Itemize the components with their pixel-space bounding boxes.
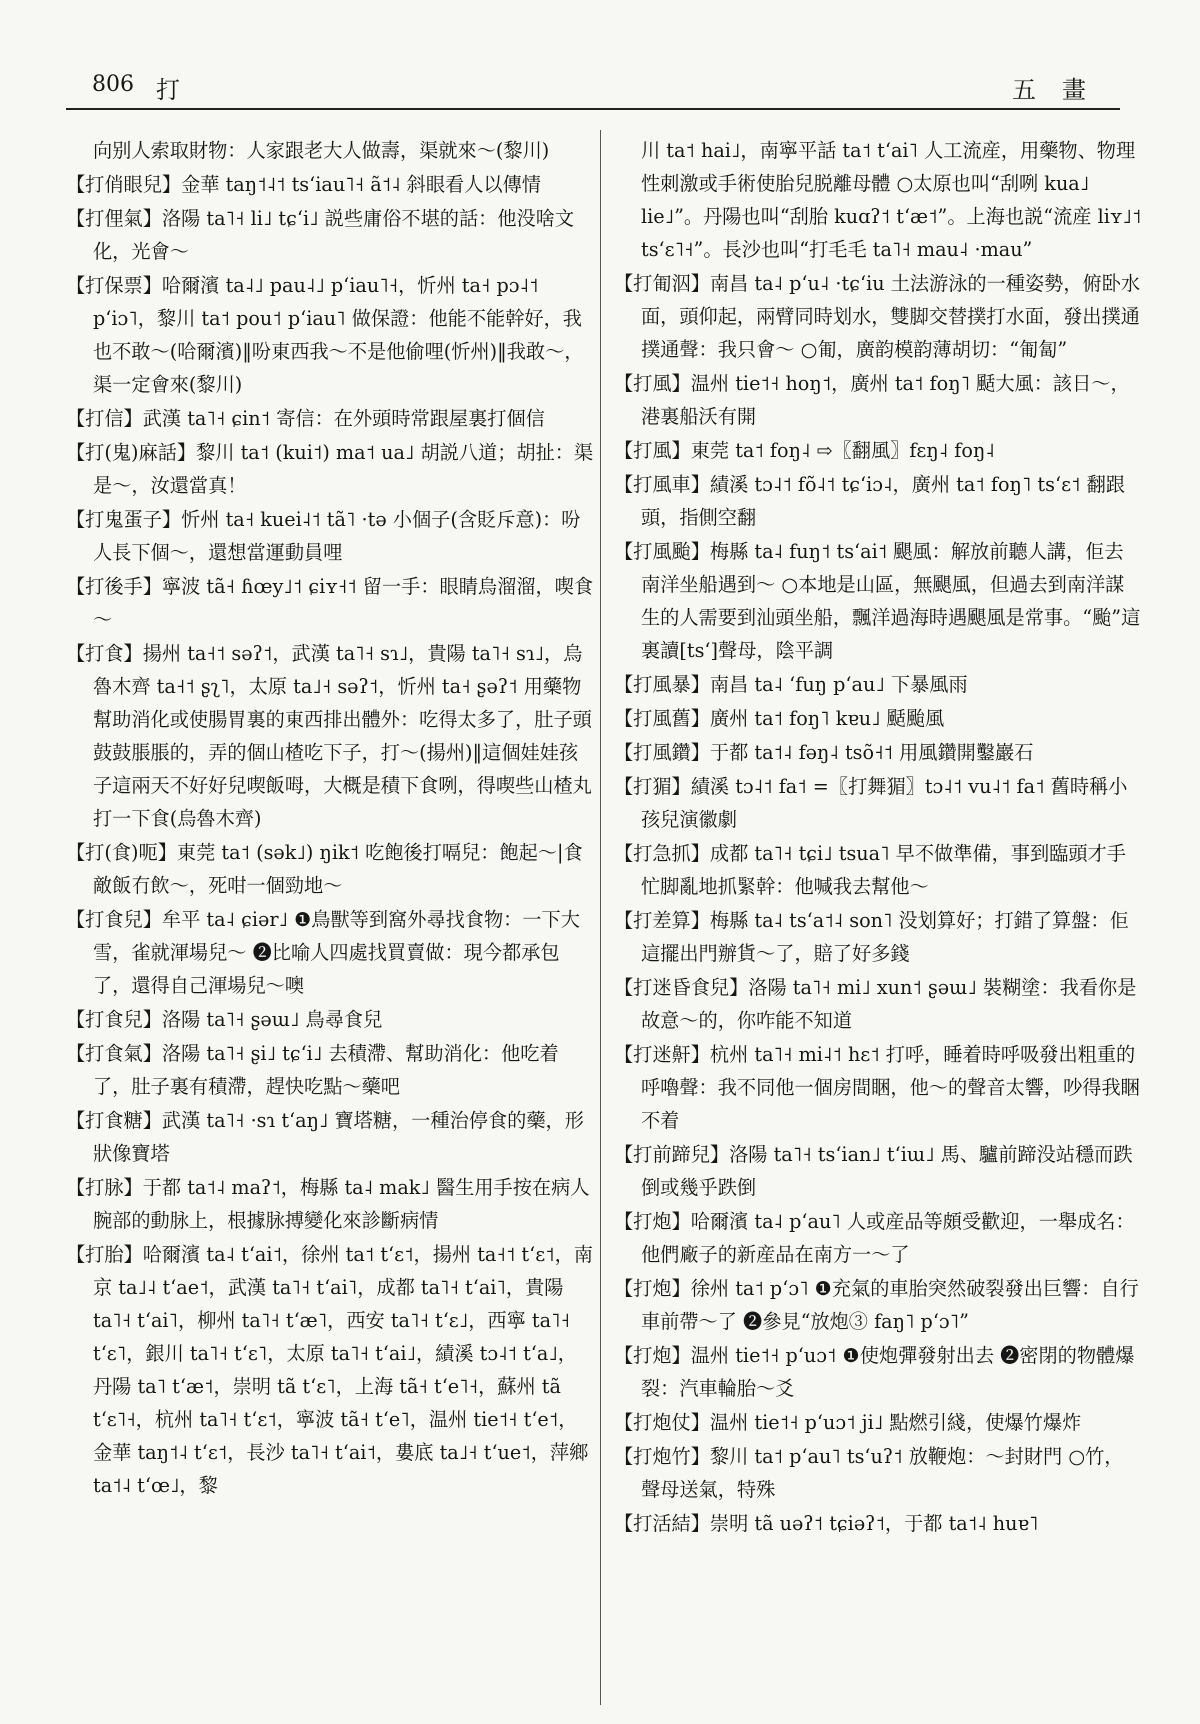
- dictionary-entry: 【打風車】績溪 tɔ˨˦ fõ˨˦ tɕʻiɔ˨，廣州 ta˦ foŋ˥ tsʻɛ˦ 翻跟頭，指側空翻: [614, 473, 1125, 529]
- dictionary-entry: 【打食糖】武漢 ta˥˧ ·sɿ tʻaŋ˩ 寶塔糖，一種治停食的藥，形狀像寶塔: [66, 1109, 584, 1165]
- dictionary-entry: 【打俏眼兒】金華 taŋ˦˨˦ tsʻiau˥˧ ã˦˨ 斜眼看人以傳情: [66, 173, 541, 196]
- dictionary-entry: 【打風暴】南昌 ta˨ ʻfuŋ pʻau˩ 下暴風雨: [614, 673, 968, 696]
- entry-continuation: 向别人索取財物：人家跟老大人做壽，渠就來～(黎川): [93, 139, 550, 162]
- page-number: 806: [92, 72, 134, 97]
- dictionary-entry: 【打(鬼)麻話】黎川 ta˦ (kui˦) ma˦ ua˩ 胡説八道；胡扯：渠是～，汝還當真！: [66, 441, 594, 497]
- column-divider: [600, 130, 601, 1705]
- dictionary-entry: 【打(食)呃】東莞 ta˦ (sək˩) ŋik˦ 吃飽後打嗝兒：飽起～|食敵飯冇飲～，死咁一個勁地～: [66, 841, 583, 897]
- section-label: 五畫: [1012, 76, 1112, 104]
- dictionary-entry: 【打炮】徐州 ta˦ pʻɔ˥ ❶充氣的車胎突然破裂發出巨響：自行車前帶～了 ❷參見“放炮③ faŋ˥ pʻɔ˥”: [614, 1277, 1139, 1333]
- dictionary-entry: 【打胎】哈爾濱 ta˨ tʻai˦，徐州 ta˦ tʻɛ˦，揚州 ta˧˦ tʻɛ˦，南京 ta˩˨ tʻae˦，武漢 ta˥˧ tʻai˥，成都 ta˥˧ tʻai˥，貴陽 ta˥˧ tʻai˥，柳州 ta˥˧ tʻæ˥，西安 ta˥˧ tʻɛ˩，西寧 ta˥˧ tʻɛ˥，銀川 ta˥˧ tʻɛ˥，太原 ta˥˧ tʻai˩，績溪 tɔ˨˦ tʻa˩，丹陽 ta˥ tʻæ˦，崇明 tã tʻɛ˥，上海 tã˧ tʻe˥˧，蘇州 tã tʻɛ˥˧，杭州 ta˥˧ tʻɛ˦，寧波 tã˧ tʻe˥，温州 tie˦˧ tʻe˦，金華 taŋ˦˨ tʻɛ˦，長沙 ta˥˧ tʻai˦，婁底 ta˩˧ tʻue˦，萍鄉 ta˦˨ tʻœ˩，黎: [66, 1243, 593, 1497]
- dictionary-entry: 【打活結】崇明 tã uəʔ˦ tɕiəʔ˦，于都 ta˦˨ huɐ˥: [614, 1512, 1039, 1535]
- dictionary-entry: 【打脉】于都 ta˦˨ maʔ˦，梅縣 ta˨ mak˩ 醫生用手按在病人腕部的動脉上，根據脉搏變化來診斷病情: [66, 1176, 590, 1232]
- dictionary-entry: 【打前蹄兒】洛陽 ta˥˧ tsʻian˩ tʻiɯ˩ 馬、驢前蹄没站穩而跌倒或幾乎跌倒: [614, 1143, 1133, 1199]
- dictionary-entry: 【打風】温州 tie˦˧ hoŋ˦，廣州 ta˦ foŋ˥ 颳大風：該日～，港裏船沃有開: [614, 372, 1130, 428]
- dictionary-entry: 【打食氣】洛陽 ta˥˧ ʂi˩ tɕʻi˩ 去積滯、幫助消化：他吃着了，肚子裏有積滯，趕快吃點～藥吧: [66, 1042, 559, 1098]
- dictionary-entry: 【打急抓】成都 ta˥˧ tɕi˩ tsua˥ 早不做準備，事到臨頭才手忙脚亂地抓緊幹：他喊我去幫他～: [614, 842, 1126, 898]
- dictionary-entry: 【打差算】梅縣 ta˨ tsʻa˦˨ son˥ 没划算好；打錯了算盤：佢這擺出門辦貨～了，賠了好多錢: [614, 909, 1129, 965]
- dictionary-entry: 【打信】武漢 ta˥˧ ɕin˦ 寄信：在外頭時常跟屋裏打個信: [66, 407, 545, 430]
- dictionary-entry: 【打炮竹】黎川 ta˦ pʻau˥ tsʻuʔ˦ 放鞭炮：～封財門 ○竹，聲母送氣，特殊: [614, 1445, 1124, 1501]
- page-header: [66, 70, 1120, 110]
- dictionary-entry: 【打鬼蛋子】忻州 ta˧ kuei˨˦ tã˥ ·tə 小個子(含貶斥意)：吩人長下個～，還想當運動員哩: [66, 508, 581, 564]
- dictionary-entry: 【打風舊】廣州 ta˦ foŋ˥ kɐu˩ 颳颱風: [614, 707, 945, 730]
- dictionary-entry: 【打猸】績溪 tɔ˨˦ fa˦ =〖打舞猸〗tɔ˨˦ vu˨˦ fa˦ 舊時稱小孩兒演徽劇: [614, 775, 1128, 831]
- dictionary-entry: 【打風】東莞 ta˦ foŋ˨ ⇨〖翻風〗fɛŋ˨ foŋ˨: [614, 439, 995, 462]
- right-column: [614, 134, 1142, 1541]
- dictionary-entry: 【打炮】温州 tie˦˧ pʻuɔ˦ ❶使炮彈發射出去 ❷密閉的物體爆裂：汽車輪胎～爻: [614, 1344, 1135, 1400]
- dictionary-entry: 【打保票】哈爾濱 ta˨˩ pau˨˩ pʻiau˥˧，忻州 ta˧ pɔ˨˦ pʻiɔ˥，黎川 ta˦ pou˦ pʻiau˥ 做保證：他能不能幹好，我也不敢～(哈爾濱)‖吩東西我～不是他偷哩(忻州)‖我敢～，渠一定會來(黎川): [66, 274, 584, 396]
- dictionary-entry: 【打食】揚州 ta˧˦ səʔ˦，武漢 ta˥˧ sɿ˩，貴陽 ta˥˧ sɿ˩，烏魯木齊 ta˧˦ ʂʅ˥，太原 ta˩˧ səʔ˦，忻州 ta˧ ʂəʔ˦ 用藥物幫助消化或使腸胃裏的東西排出體外：吃得太多了，肚子頭鼓鼓脹脹的，弄的個山楂吃下子，打～(揚州)‖這個娃娃孩子這兩天不好好兒喫飯呣，大概是積下食咧，得喫些山楂丸打一下食(烏魯木齊): [66, 642, 592, 830]
- dictionary-entry: 【打迷鼾】杭州 ta˥˧ mi˨˦ hɛ˦ 打呼，睡着時呼吸發出粗重的呼嚕聲：我不同他一個房間睏，他～的聲音太響，吵得我睏不着: [614, 1043, 1140, 1132]
- dictionary-entry: 【打食兒】牟平 ta˨ ɕiər˩ ❶鳥獸等到窩外尋找食物：一下大雪，雀就渾場兒～ ❷比喻人四處找買賣做：現今都承包了，還得自己渾場兒～噢: [66, 908, 580, 997]
- dictionary-entry: 【打迷昏食兒】洛陽 ta˥˧ mi˩ xun˦ ʂəɯ˩ 裝糊塗：我看你是故意～的，你咋能不知道: [614, 976, 1137, 1032]
- dictionary-entry: 【打匍泅】南昌 ta˨ pʻu˨ ·tɕʻiu 土法游泳的一種姿勢，俯卧水面，頭仰起，兩臂同時划水，雙脚交替撲打水面，發出撲通撲通聲：我只會～ ○匍，廣韵模韵薄胡切：“匍匐”: [614, 272, 1141, 361]
- dictionary-entry: 【打後手】寧波 tã˧ ɦœy˩˦ ɕiʏ˧˦ 留一手：眼睛烏溜溜，喫食～: [66, 575, 594, 631]
- dictionary-entry: 【打食兒】洛陽 ta˥˧ ʂəɯ˩ 鳥尋食兒: [66, 1008, 383, 1031]
- dictionary-entry: 【打風颱】梅縣 ta˨ fuŋ˦ tsʻai˦ 颶風：解放前聽人講，佢去南洋坐船遇到～ ○本地是山區，無颶風，但過去到南洋謀生的人需要到汕頭坐船，飄洋過海時遇颶風是常事。“颱”這裏讀[tsʻ]聲母，陰平調: [614, 540, 1141, 662]
- dictionary-entry: 【打炮】哈爾濱 ta˨ pʻau˥ 人或産品等頗受歡迎，一舉成名：他們廠子的新産品在南方一～了: [614, 1210, 1135, 1266]
- dictionary-entry: 【打風鑽】于都 ta˦˨ fəŋ˨ tsõ˧˦ 用風鑽開鑿巖石: [614, 741, 1034, 764]
- running-headword: 打: [156, 76, 180, 104]
- dictionary-entry: 【打炮仗】温州 tie˦˧ pʻuɔ˦ ji˩ 點燃引綫，使爆竹爆炸: [614, 1411, 1082, 1434]
- entry-continuation: 川 ta˦ hai˩，南寧平話 ta˦ tʻai˥ 人工流産，用藥物、物理性刺激或手術使胎兒脱離母體 ○太原也叫“刮咧 kua˩ lie˩”。丹陽也叫“刮胎 kuɑʔ˦ tʻæ˦”。上海也説“流産 liʏ˩˦ tsʻɛ˥˧”。長沙也叫“打毛毛 ta˥˧ mau˨ ·mau”: [641, 139, 1142, 261]
- left-column: [66, 134, 594, 1503]
- dictionary-entry: 【打俚氣】洛陽 ta˥˧ li˩ tɕʻi˩ 説些庸俗不堪的話：他没啥文化，光會～: [66, 207, 575, 263]
